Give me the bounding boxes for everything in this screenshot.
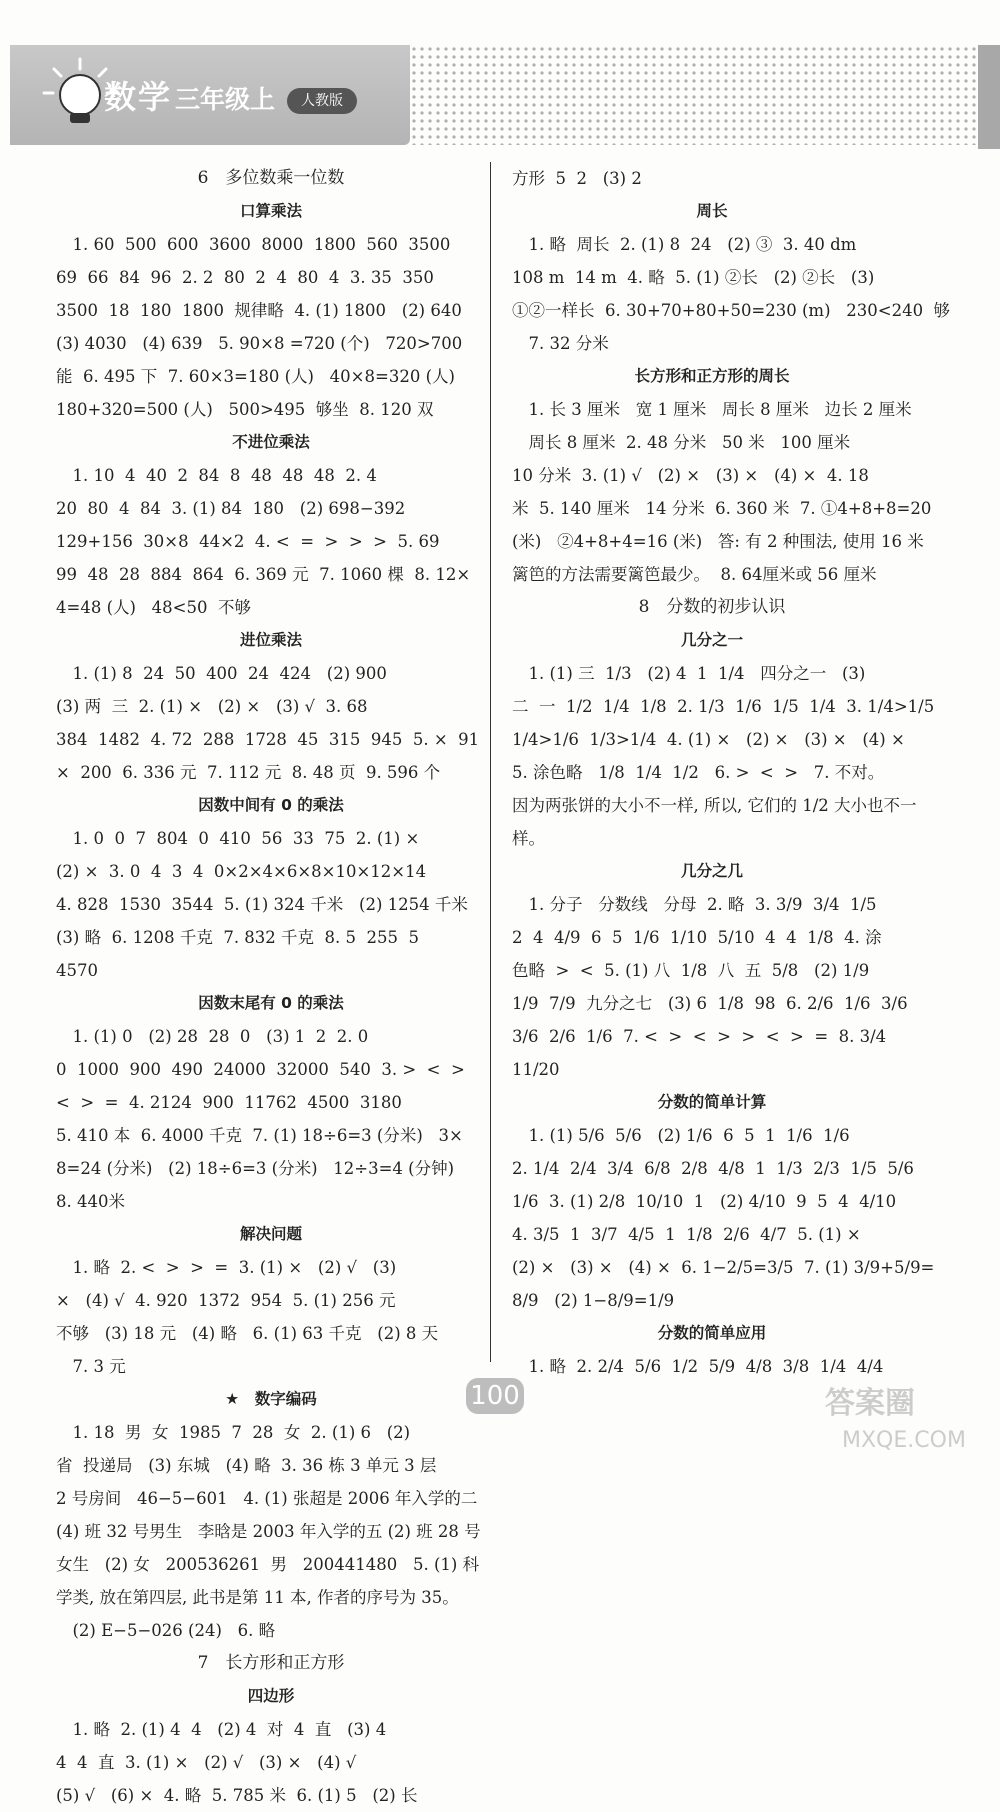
- answer-line: 1. 60 500 600 3600 8000 1800 560 3500: [56, 235, 451, 254]
- section-title: 6 多位数乘一位数: [197, 168, 345, 188]
- subsection-title: 因数中间有 0 的乘法: [198, 796, 344, 814]
- answer-line: 3/6 2/6 1/6 7. < > < > > < > = 8. 3/4: [512, 1027, 887, 1046]
- answer-line: 10 分米 3. (1) √ (2) × (3) × (4) × 4. 18: [512, 466, 869, 485]
- subsection-title: ★ 数字编码: [225, 1390, 317, 1408]
- answer-line: 1. (1) 8 24 50 400 24 424 (2) 900: [56, 664, 387, 683]
- answer-line: 0 1000 900 490 24000 32000 540 3. > < >: [56, 1060, 465, 1079]
- answer-line: 省 投递局 (3) 东城 (4) 略 3. 36 栋 3 单元 3 层: [56, 1456, 437, 1475]
- answer-line: 色略 > < 5. (1) 八 1/8 八 五 5/8 (2) 1/9: [512, 961, 870, 980]
- answer-line: 5. 涂色略 1/8 1/4 1/2 6. > < > 7. 不对。: [512, 763, 885, 782]
- answer-line: 1. 略 周长 2. (1) 8 24 (2) ③ 3. 40 dm: [512, 235, 857, 254]
- edition-badge: 人教版: [287, 88, 357, 114]
- grade-title: 三年级上: [175, 85, 276, 114]
- answer-line: 1. (1) 0 (2) 28 28 0 (3) 1 2 2. 0: [56, 1027, 369, 1046]
- right-answer-column: [512, 162, 951, 1383]
- answer-line: 20 80 4 84 3. (1) 84 180 (2) 698−392: [56, 499, 406, 518]
- answer-line: 4. 828 1530 3544 5. (1) 324 千米 (2) 1254 千米: [56, 895, 468, 914]
- column-divider: [490, 162, 491, 1362]
- answer-line: 能 6. 495 下 7. 60×3=180 (人) 40×8=320 (人): [56, 367, 455, 386]
- header-dot-pattern: [410, 45, 990, 145]
- answer-line: (3) 4030 (4) 639 5. 90×8 =720 (个) 720>700: [56, 334, 463, 353]
- subsection-title: 分数的简单应用: [657, 1324, 767, 1342]
- answer-line: 因为两张饼的大小不一样, 所以, 它们的 1/2 大小也不一: [512, 796, 917, 815]
- answer-line: 1/9 7/9 九分之七 (3) 6 1/8 98 6. 2/6 1/6 3/6: [512, 994, 908, 1013]
- answer-line: 样。: [512, 829, 545, 848]
- answer-line: 2 号房间 46−5−601 4. (1) 张超是 2006 年入学的二: [56, 1489, 478, 1508]
- watermark-url: MXQE.COM: [842, 1428, 966, 1453]
- section-title: 7 长方形和正方形: [197, 1653, 345, 1673]
- page-number: 100: [466, 1378, 524, 1414]
- answer-line: 1. (1) 三 1/3 (2) 4 1 1/4 四分之一 (3): [512, 664, 866, 683]
- subsection-title: 周长: [696, 202, 728, 220]
- answer-line: 1. 18 男 女 1985 7 28 女 2. (1) 6 (2): [56, 1423, 411, 1442]
- answer-line: 二 一 1/2 1/4 1/8 2. 1/3 1/6 1/5 1/4 3. 1/4>1/5: [512, 697, 935, 716]
- answer-line: 1. (1) 5/6 5/6 (2) 1/6 6 5 1 1/6 1/6: [512, 1126, 850, 1145]
- answer-line: 11/20: [512, 1060, 560, 1079]
- answer-line: 学类, 放在第四层, 此书是第 11 本, 作者的序号为 35。: [56, 1588, 459, 1607]
- answer-line: 4=48 (人) 48<50 不够: [56, 598, 251, 617]
- answer-line: 1. 略 2. 2/4 5/6 1/2 5/9 4/8 3/8 1/4 4/4: [512, 1357, 884, 1376]
- subsection-title: 几分之几: [680, 862, 743, 880]
- answer-line: 1. 10 4 40 2 84 8 48 48 48 2. 4: [56, 466, 377, 485]
- answer-line: 1. 分子 分数线 分母 2. 略 3. 3/9 3/4 1/5: [512, 895, 877, 914]
- answer-line: (2) × (3) × (4) × 6. 1−2/5=3/5 7. (1) 3/9+5/9=: [512, 1258, 935, 1277]
- answer-line: 8/9 (2) 1−8/9=1/9: [512, 1291, 675, 1310]
- answer-line: 180+320=500 (人) 500>495 够坐 8. 120 双: [56, 400, 434, 419]
- answer-line: 1/4>1/6 1/3>1/4 4. (1) × (2) × (3) × (4) ×: [512, 730, 905, 749]
- answer-line: 1. 略 2. < > > = 3. (1) × (2) √ (3): [56, 1258, 397, 1277]
- answer-line: 女生 (2) 女 200536261 男 200441480 5. (1) 科: [56, 1555, 480, 1574]
- subsection-title: 几分之一: [680, 631, 743, 649]
- answer-line: 3500 18 180 1800 规律略 4. (1) 1800 (2) 640: [56, 301, 462, 320]
- answer-line: (2) × 3. 0 4 3 4 0×2×4×6×8×10×12×14: [56, 862, 427, 881]
- answer-line: (2) E−5−026 (24) 6. 略: [56, 1621, 276, 1640]
- subsection-title: 进位乘法: [239, 631, 302, 649]
- subsection-title: 因数末尾有 0 的乘法: [198, 994, 344, 1012]
- answer-line: 4570: [56, 961, 98, 980]
- answer-line: (4) 班 32 号男生 李晗是 2003 年入学的五 (2) 班 28 号: [56, 1522, 481, 1541]
- subsection-title: 长方形和正方形的周长: [634, 367, 790, 385]
- answer-line: 99 48 28 884 864 6. 369 元 7. 1060 棵 8. 12×: [56, 565, 471, 584]
- answer-line: (3) 略 6. 1208 千克 7. 832 千克 8. 5 255 5: [56, 928, 419, 947]
- answer-line: (3) 两 三 2. (1) × (2) × (3) √ 3. 68: [56, 697, 368, 716]
- answer-line: 周长 8 厘米 2. 48 分米 50 米 100 厘米: [512, 433, 851, 452]
- answer-line: 1. 长 3 厘米 宽 1 厘米 周长 8 厘米 边长 2 厘米: [512, 400, 912, 419]
- answer-line: 8=24 (分米) (2) 18÷6=3 (分米) 12÷3=4 (分钟): [56, 1159, 455, 1178]
- answer-line: 8. 440米: [56, 1192, 125, 1211]
- answer-line: 5. 410 本 6. 4000 千克 7. (1) 18÷6=3 (分米) 3×: [56, 1126, 463, 1145]
- subsection-title: 不进位乘法: [232, 433, 310, 451]
- answer-line: 4. 3/5 1 3/7 4/5 1 1/8 2/6 4/7 5. (1) ×: [512, 1225, 861, 1244]
- subject-title: 数学: [104, 78, 173, 116]
- answer-line: 1. 略 2. (1) 4 4 (2) 4 对 4 直 (3) 4: [56, 1720, 387, 1739]
- answer-line: ①②一样长 6. 30+70+80+50=230 (m) 230<240 够: [512, 301, 951, 320]
- answer-line: 米 5. 140 厘米 14 分米 6. 360 米 7. ①4+8+8=20: [512, 499, 932, 518]
- answer-line: 7. 32 分米: [512, 334, 609, 353]
- answer-line: 1. 0 0 7 804 0 410 56 33 75 2. (1) ×: [56, 829, 420, 848]
- answer-line: 384 1482 4. 72 288 1728 45 315 945 5. × 91: [56, 730, 480, 749]
- side-strip: [978, 45, 1000, 149]
- answer-line: 不够 (3) 18 元 (4) 略 6. (1) 63 千克 (2) 8 天: [56, 1324, 439, 1343]
- answer-line: 1/6 3. (1) 2/8 10/10 1 (2) 4/10 9 5 4 4/10: [512, 1192, 897, 1211]
- watermark-logo: 答案圈: [825, 1386, 915, 1421]
- answer-line: × (4) √ 4. 920 1372 954 5. (1) 256 元: [56, 1291, 396, 1310]
- answer-line: 2 4 4/9 6 5 1/6 1/10 5/10 4 4 1/8 4. 涂: [512, 928, 882, 947]
- answer-line: 4 4 直 3. (1) × (2) √ (3) × (4) √: [56, 1753, 357, 1772]
- subsection-title: 四边形: [247, 1687, 295, 1705]
- answer-line: 篱笆的方法需要篱笆最少。 8. 64厘米或 56 厘米: [512, 565, 877, 584]
- answer-line: 69 66 84 96 2. 2 80 2 4 80 4 3. 35 350: [56, 268, 434, 287]
- section-title: 8 分数的初步认识: [638, 597, 786, 617]
- answer-line: 2. 1/4 2/4 3/4 6/8 2/8 4/8 1 1/3 2/3 1/5 5/6: [512, 1159, 914, 1178]
- answer-line: 方形 5 2 (3) 2: [512, 169, 642, 188]
- answer-line: (米) ②4+8+4=16 (米) 答: 有 2 种围法, 使用 16 米: [512, 532, 924, 551]
- answer-line: × 200 6. 336 元 7. 112 元 8. 48 页 9. 596 个: [56, 763, 441, 782]
- answer-line: (5) √ (6) × 4. 略 5. 785 米 6. (1) 5 (2) 长: [56, 1786, 418, 1805]
- left-answer-column: [56, 162, 486, 1812]
- answer-line: 108 m 14 m 4. 略 5. (1) ②长 (2) ②长 (3): [512, 268, 875, 287]
- subsection-title: 解决问题: [239, 1225, 302, 1243]
- answer-line: 7. 3 元: [56, 1357, 126, 1376]
- answer-line: < > = 4. 2124 900 11762 4500 3180: [56, 1093, 402, 1112]
- answer-line: 129+156 30×8 44×2 4. < = > > > 5. 69: [56, 532, 440, 551]
- subsection-title: 口算乘法: [239, 202, 302, 220]
- subsection-title: 分数的简单计算: [657, 1093, 767, 1111]
